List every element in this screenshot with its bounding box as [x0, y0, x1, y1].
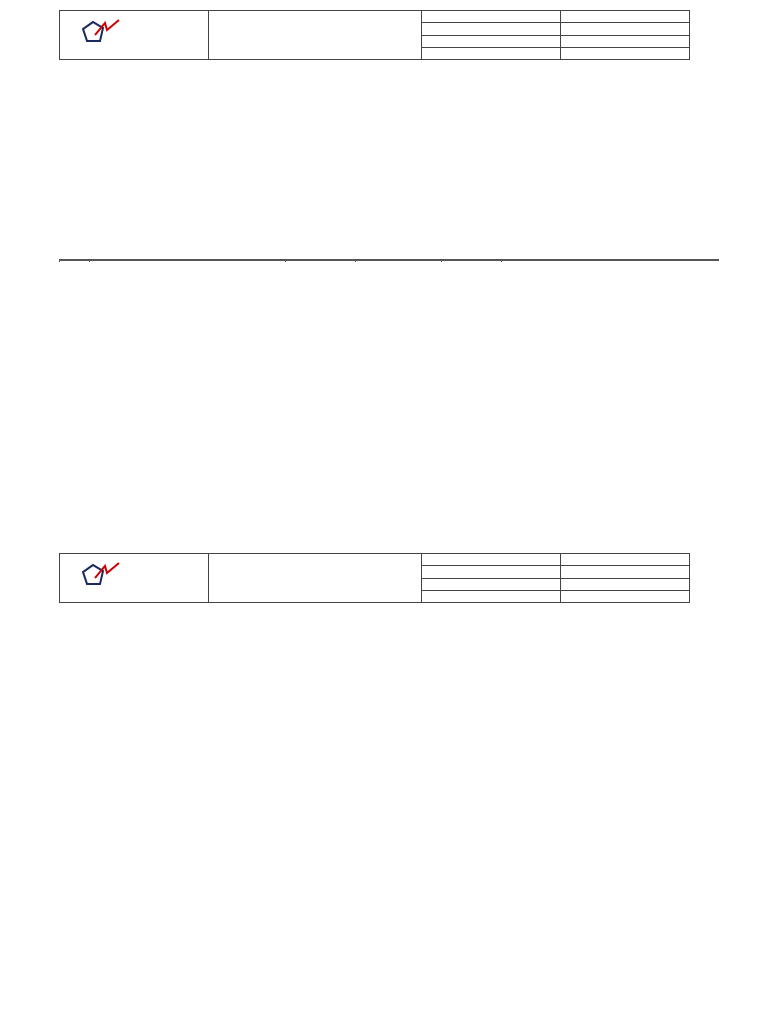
date-value	[561, 578, 690, 590]
title-cell	[209, 11, 422, 60]
page-value	[561, 590, 690, 602]
revision-value	[561, 566, 690, 578]
doc-ref-label	[422, 554, 561, 566]
col-device-name	[90, 260, 286, 261]
logo-cell	[60, 11, 209, 60]
doc-ref-value	[561, 554, 690, 566]
logo-cell	[60, 554, 209, 603]
revision-value	[561, 23, 690, 35]
company-logo	[69, 558, 199, 598]
date-label	[422, 578, 561, 590]
pentagon-bolt-logo-icon	[81, 19, 125, 45]
calibration-table-page-1	[59, 259, 719, 261]
date-value	[561, 35, 690, 47]
date-label	[422, 35, 561, 47]
col-sn	[60, 260, 90, 261]
document-header-page-2	[59, 553, 690, 603]
revision-label	[422, 23, 561, 35]
page-label	[422, 590, 561, 602]
pentagon-bolt-logo-icon	[81, 562, 125, 588]
document-header-page-1	[59, 10, 690, 60]
col-months	[556, 260, 719, 261]
plan-period	[0, 113, 768, 127]
doc-ref-label	[422, 11, 561, 23]
col-device-place	[442, 260, 502, 261]
col-code	[286, 260, 356, 261]
table-header-row	[60, 260, 719, 261]
col-device-no	[356, 260, 442, 261]
doc-ref-value	[561, 11, 690, 23]
revision-label	[422, 566, 561, 578]
company-logo	[69, 15, 199, 55]
page-value	[561, 47, 690, 59]
page-label	[422, 47, 561, 59]
title-cell	[209, 554, 422, 603]
col-calibration-place	[502, 260, 556, 261]
